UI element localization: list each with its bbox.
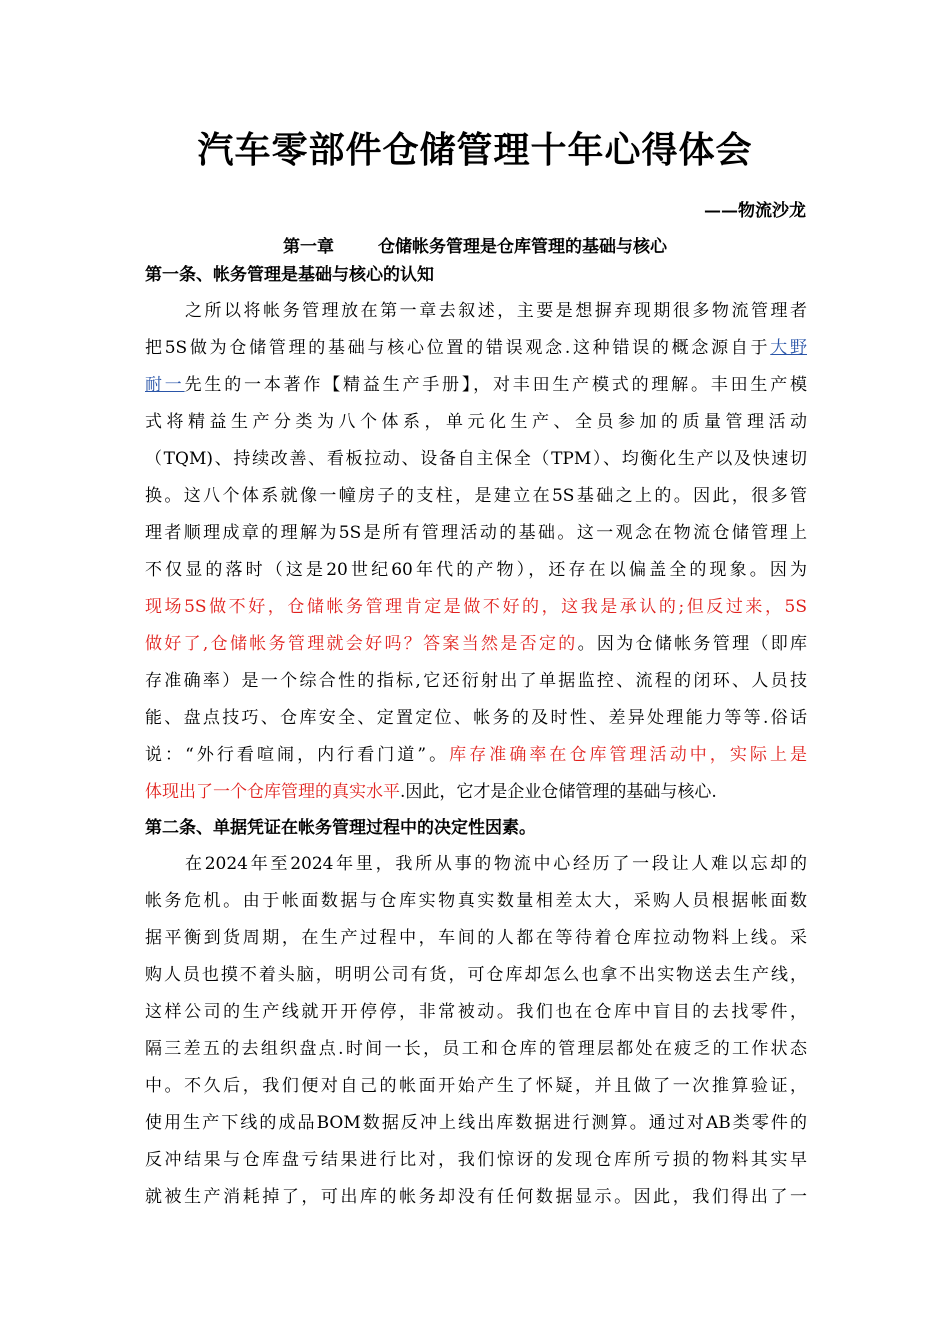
- paragraph-line: 式将精益生产分类为八个体系，单元化生产、全员参加的质量管理活动: [145, 412, 807, 432]
- paragraph-line: 在2024年至2024年里，我所从事的物流中心经历了一段让人难以忘却的: [185, 854, 807, 874]
- paragraph-line: 中。不久后，我们便对自己的帐面开始产生了怀疑，并且做了一次推算验证，: [145, 1076, 807, 1096]
- paragraph-line: 把5S做为仓储管理的基础与核心位置的错误观念.这种错误的概念源自于大野: [145, 338, 807, 358]
- paragraph-line: 说：“外行看喧闹，内行看门道”。库存准确率在仓库管理活动中，实际上是: [145, 745, 808, 765]
- paragraph-line: 之所以将帐务管理放在第一章去叙述，主要是想摒弃现期很多物流管理者: [185, 301, 807, 321]
- paragraph-line: 这样公司的生产线就开开停停，非常被动。我们也在仓库中盲目的去找零件，: [145, 1002, 807, 1022]
- emphasis-line: 现场5S做不好，仓储帐务管理肯定是做不好的，这我是承认的;但反过来，5S: [145, 597, 807, 617]
- author-line: ——物流沙龙: [704, 201, 806, 221]
- paragraph-line: 帐务危机。由于帐面数据与仓库实物真实数量相差太大，采购人员根据帐面数: [145, 891, 807, 911]
- paragraph-line: 隔三差五的去组织盘点.时间一长，员工和仓库的管理层都处在疲乏的工作状态: [145, 1039, 807, 1059]
- paragraph-line: 反冲结果与仓库盘亏结果进行比对，我们惊讶的发现仓库所亏损的物料其实早: [145, 1150, 807, 1170]
- chapter-title: 仓储帐务管理是仓库管理的基础与核心: [378, 237, 667, 257]
- author-link-continued[interactable]: 耐一: [145, 375, 185, 395]
- paragraph-line: 理者顺理成章的理解为5S是所有管理活动的基础。这一观念在物流仓储管理上: [145, 523, 807, 543]
- paragraph-line: 就被生产消耗掉了，可出库的帐务却没有任何数据显示。因此，我们得出了一: [145, 1187, 807, 1207]
- emphasis-text: 做好了,仓储帐务管理就会好吗？答案当然是否定的: [145, 634, 578, 654]
- paragraph-line: 存准确率）是一个综合性的指标,它还衍射出了单据监控、流程的闭环、人员技: [145, 671, 807, 691]
- article-1-heading: 第一条、帐务管理是基础与核心的认知: [145, 265, 434, 285]
- paragraph-line: 购人员也摸不着头脑，明明公司有货，可仓库却怎么也拿不出实物送去生产线，: [145, 965, 807, 985]
- paragraph-line: 能、盘点技巧、仓库安全、定置定位、帐务的及时性、差异处理能力等等.俗话: [145, 708, 807, 728]
- paragraph-line: 使用生产下线的成品BOM数据反冲上线出库数据进行测算。通过对AB类零件的: [145, 1113, 807, 1133]
- paragraph-line: 做好了,仓储帐务管理就会好吗？答案当然是否定的。因为仓储帐务管理（即库: [145, 634, 808, 654]
- paragraph-line: （TQM)、持续改善、看板拉动、设备自主保全（TPM）、均衡化生产以及快速切: [145, 449, 807, 469]
- chapter-heading: [0, 232, 950, 257]
- paragraph-line: 不仅显的落时（这是20世纪60年代的产物），还存在以偏盖全的现象。因为: [145, 560, 807, 580]
- article-2-heading: 第二条、单据凭证在帐务管理过程中的决定性因素。: [145, 818, 536, 838]
- emphasis-text: 库存准确率在仓库管理活动中，实际上是: [449, 745, 808, 765]
- emphasis-text: 体现出了一个仓库管理的真实水平: [145, 782, 400, 802]
- chapter-number: 第一章: [283, 237, 334, 257]
- author-link[interactable]: 大野: [770, 338, 807, 358]
- paragraph-line: 据平衡到货周期，在生产过程中，车间的人都在等待着仓库拉动物料上线。采: [145, 928, 807, 948]
- paragraph-line: 耐一先生的一本著作【精益生产手册】，对丰田生产模式的理解。丰田生产模: [145, 375, 808, 395]
- document-title: 汽车零部件仓储管理十年心得体会: [197, 130, 753, 171]
- paragraph-line: 体现出了一个仓库管理的真实水平.因此，它才是企业仓储管理的基础与核心.: [145, 782, 717, 802]
- paragraph-line: 换。这八个体系就像一幢房子的支柱，是建立在5S基础之上的。因此，很多管: [145, 486, 807, 506]
